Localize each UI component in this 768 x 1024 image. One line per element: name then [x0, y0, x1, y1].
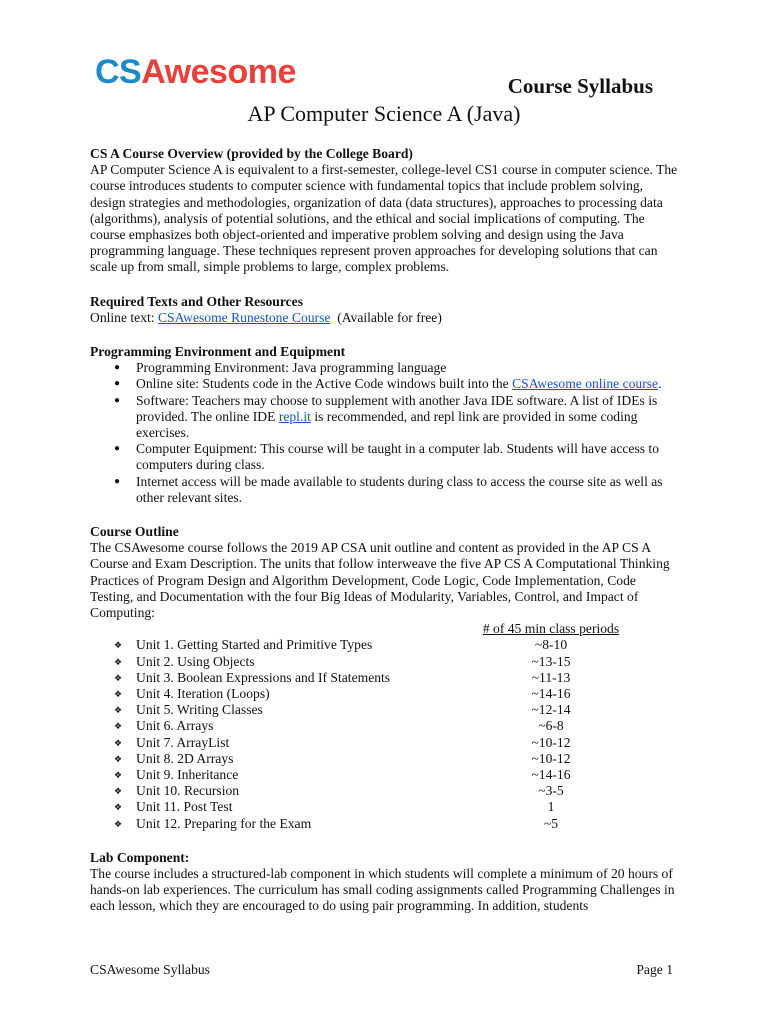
unit-periods: ~5 — [543, 815, 559, 831]
diamond-bullet-icon: ❖ — [114, 818, 123, 829]
unit-row — [90, 686, 680, 702]
periods-column-header: # of 45 min class periods — [482, 621, 620, 637]
unit-name: Unit 12. Preparing for the Exam — [136, 815, 312, 831]
diamond-bullet-icon: ❖ — [114, 640, 123, 651]
unit-row — [90, 751, 680, 767]
unit-name: Unit 5. Writing Classes — [136, 702, 263, 718]
diamond-bullet-icon: ❖ — [114, 802, 123, 813]
course-title: AP Computer Science A (Java) — [247, 101, 521, 126]
unit-name: Unit 7. ArrayList — [136, 734, 230, 750]
bullet-icon: ● — [114, 475, 121, 487]
unit-periods: ~14-16 — [531, 686, 571, 702]
unit-periods: ~10-12 — [531, 750, 571, 766]
unit-row — [90, 735, 680, 751]
unit-periods: ~11-13 — [531, 669, 571, 685]
diamond-bullet-icon: ❖ — [114, 721, 123, 732]
bullet-icon: ● — [114, 394, 121, 406]
replit-link[interactable]: repl.it — [278, 408, 311, 424]
unit-periods: ~8-10 — [534, 637, 568, 653]
diamond-bullet-icon: ❖ — [114, 786, 123, 797]
document-body — [90, 146, 680, 915]
overview-text: AP Computer Science A is equivalent to a first-semester, college-level CS1 course in computer science. The course introduces students to computer science with fundamental topics that include problem solving, design strategies and methodologies, organization of data (data structures), approaches to processing data (algorithms), analysis of potential solutions, and the ethical and social implications of computing. The course emphasizes both object-oriented and imperative problem solving and design using the Java programming language. These techniques represent proven approaches for developing solutions that can scale up from small, simple problems to large, complex problems. — [90, 162, 678, 275]
page-number: Page 1 — [636, 962, 673, 977]
unit-name: Unit 4. Iteration (Loops) — [136, 686, 270, 702]
diamond-bullet-icon: ❖ — [114, 769, 123, 780]
syllabus-title: Course Syllabus — [507, 74, 653, 98]
texts-heading: Required Texts and Other Resources — [90, 293, 303, 309]
list-item: ● Programming Environment: Java programming language — [114, 360, 447, 376]
unit-name: Unit 9. Inheritance — [136, 766, 239, 782]
diamond-bullet-icon: ❖ — [114, 705, 123, 716]
unit-periods: ~13-15 — [531, 653, 571, 669]
diamond-bullet-icon: ❖ — [114, 656, 123, 667]
list-item: ● Online site: Students code in the Active Code windows built into the CSAwesome online course. — [114, 376, 662, 392]
lab-text: The course includes a structured-lab component in which students will complete a minimum of 20 hours of hands-on lab experiences. The curriculum has small coding assignments called Programming Challenges in each lesson, which they are encouraged to do using pair programming. In addition, students — [90, 865, 675, 914]
diamond-bullet-icon: ❖ — [114, 689, 123, 700]
unit-name: Unit 2. Using Objects — [136, 653, 255, 669]
outline-heading: Course Outline — [90, 524, 179, 540]
unit-name: Unit 1. Getting Started and Primitive Types — [136, 637, 373, 653]
bullet-icon: ● — [114, 378, 121, 390]
unit-periods: ~12-14 — [531, 702, 571, 718]
bullet-icon: ● — [114, 443, 121, 455]
unit-name: Unit 11. Post Test — [136, 799, 233, 815]
diamond-bullet-icon: ❖ — [114, 672, 123, 683]
unit-name: Unit 10. Recursion — [136, 783, 240, 799]
unit-row — [90, 702, 680, 718]
list-item: ● Internet access will be made available to students during class to access the course site as well as other relevant sites. — [114, 473, 663, 505]
footer-title: CSAwesome Syllabus — [90, 962, 210, 977]
csawesome-logo: CSAwesome — [95, 53, 296, 91]
diamond-bullet-icon: ❖ — [114, 737, 123, 748]
lab-heading: Lab Component: — [90, 849, 190, 865]
csawesome-online-course-link[interactable]: CSAwesome online course — [512, 376, 659, 392]
page-footer — [90, 962, 673, 978]
unit-row — [90, 767, 680, 783]
unit-name: Unit 8. 2D Arrays — [136, 750, 234, 766]
runestone-course-link[interactable]: CSAwesome Runestone Course — [157, 309, 331, 325]
list-item: ● Software: Teachers may choose to supplement with another Java IDE software. A list of IDEs is provided. The online IDE repl.it is recommended, and repl link are provided in some coding exercises. — [114, 392, 658, 441]
unit-periods: ~14-16 — [531, 766, 571, 782]
bullet-icon: ● — [114, 362, 121, 374]
unit-row — [90, 637, 680, 653]
environment-list — [90, 360, 680, 506]
unit-row — [90, 816, 680, 832]
unit-list — [90, 637, 680, 831]
texts-line: Online text: CSAwesome Runestone Course (Available for free) — [90, 309, 442, 325]
outline-text: The CSAwesome course follows the 2019 AP CSA unit outline and content as provided in the AP CS A Course and Exam Description. The units that follow interweave the five AP CS A Computational Thinking Practices of Program Design and Algorithm Development, Code Logic, Code Implementation, Code Testing, and Documentation with the four Big Ideas of Modularity, Variables, Control, and Impact of Computing: — [90, 540, 670, 621]
unit-row — [90, 799, 680, 815]
unit-periods: ~3-5 — [538, 783, 564, 799]
list-item: ● Computer Equipment: This course will be taught in a computer lab. Students will have access to computers during class. — [114, 441, 660, 473]
unit-row — [90, 654, 680, 670]
environment-heading: Programming Environment and Equipment — [90, 344, 346, 360]
unit-name: Unit 6. Arrays — [136, 718, 214, 734]
unit-periods: 1 — [547, 799, 555, 815]
diamond-bullet-icon: ❖ — [114, 753, 123, 764]
unit-periods: ~6-8 — [538, 718, 564, 734]
unit-row — [90, 718, 680, 734]
unit-name: Unit 3. Boolean Expressions and If Statements — [136, 669, 391, 685]
overview-heading: CS A Course Overview (provided by the College Board) — [90, 146, 413, 161]
unit-row — [90, 670, 680, 686]
unit-row — [90, 783, 680, 799]
unit-periods: ~10-12 — [531, 734, 571, 750]
